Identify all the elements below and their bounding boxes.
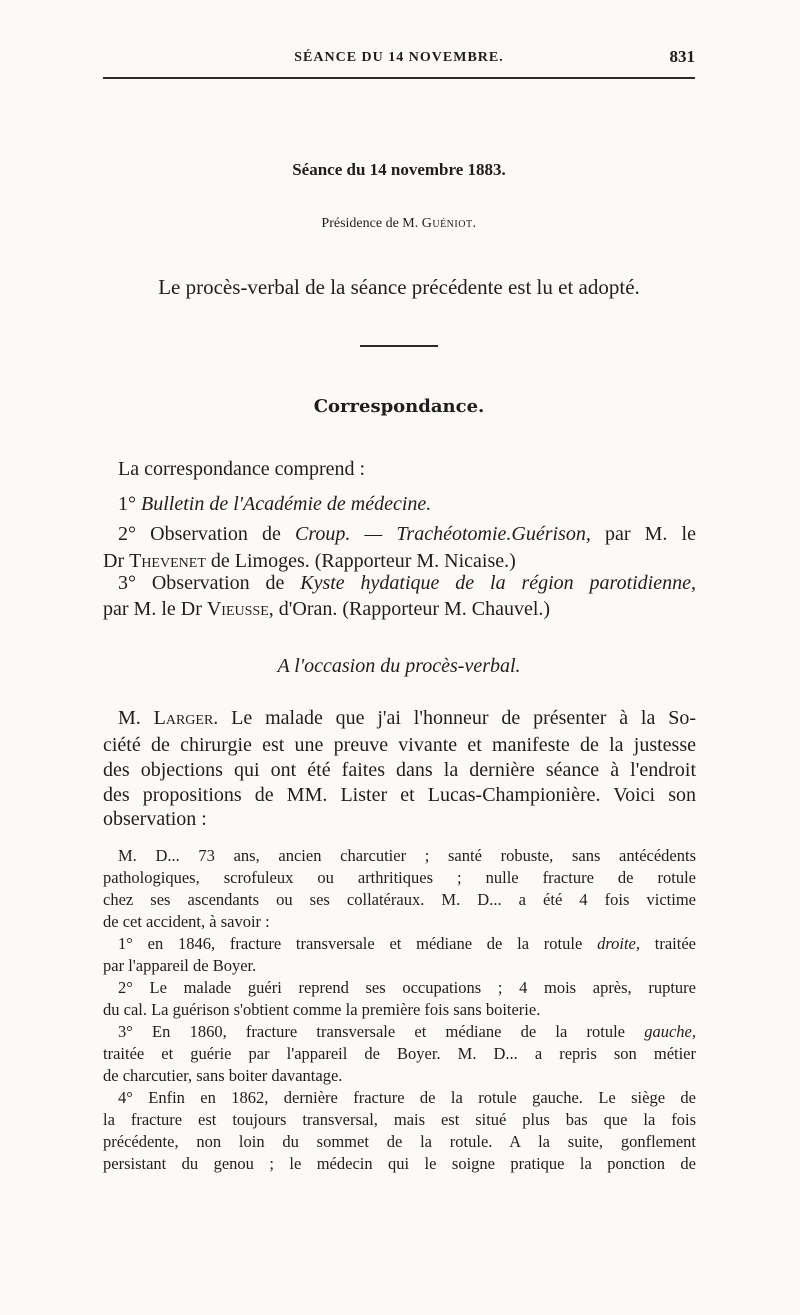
president-name: Guéniot. bbox=[421, 216, 477, 231]
item-text: par M. le Dr bbox=[103, 598, 207, 620]
session-title: Séance du 14 novembre 1883. bbox=[292, 160, 506, 179]
item-text: , d'Oran. (Rapporteur M. Chauvel.) bbox=[268, 598, 551, 620]
author-name: Thevenet bbox=[129, 550, 206, 572]
section-divider bbox=[360, 345, 438, 347]
proces-verbal-statement: Le procès-verbal de la séance précédente est lu et adopté. bbox=[158, 275, 640, 299]
observation-line-3: chez ses ascendants ou ses collatéraux. M. D... a été 4 fois victime bbox=[103, 890, 696, 909]
speech-text: des propositions de MM. Lister et Lucas-Championière. Voici son bbox=[103, 784, 696, 806]
larger-line-4 bbox=[103, 784, 696, 807]
running-header bbox=[103, 47, 695, 70]
correspondance-item-3-cont bbox=[103, 598, 550, 621]
speech-text: . Le malade que j'ai l'honneur de présenter à la So- bbox=[213, 707, 696, 729]
larger-line-3 bbox=[103, 759, 696, 782]
item-number: 1° bbox=[118, 493, 141, 515]
author-name: Vieusse bbox=[206, 598, 269, 620]
presidence-line bbox=[103, 216, 695, 232]
item-number: 2° Observation de bbox=[118, 523, 295, 545]
presidence-prefix: Présidence de M. bbox=[321, 216, 419, 231]
header-rule bbox=[103, 77, 695, 79]
correspondance-intro: La correspondance comprend : bbox=[118, 458, 366, 480]
observation-p4-line-2: la fracture est toujours transversal, mais est situé plus bas que la fois bbox=[103, 1110, 696, 1129]
item-title: Bulletin de l'Académie de médecine. bbox=[141, 493, 432, 515]
speech-text: des objections qui ont été faites dans la dernière séance à l'endroit bbox=[103, 759, 696, 781]
observation-p1-line-2: par l'appareil de Boyer. bbox=[103, 956, 257, 975]
observation-p3-line-1: 3° En 1860, fracture transversale et médiane de la rotule gauche, bbox=[118, 1022, 696, 1041]
page-number: 831 bbox=[669, 47, 695, 66]
correspondance-item-2 bbox=[118, 523, 696, 546]
speaker-name: Larger bbox=[153, 707, 214, 729]
item-title: Croup. — Trachéotomie.Guérison, bbox=[295, 523, 591, 545]
item-title: Kyste hydatique de la région parotidienne, bbox=[300, 572, 696, 594]
correspondance-item-1 bbox=[118, 493, 431, 516]
item-number: 3° Observation de bbox=[118, 572, 301, 594]
observation-p3-line-3: de charcutier, sans boiter davantage. bbox=[103, 1066, 343, 1085]
emphasis: gauche, bbox=[644, 1022, 696, 1041]
speech-text: ciété de chirurgie est une preuve vivante et manifeste de la justesse bbox=[103, 734, 696, 756]
larger-line-5: observation : bbox=[103, 808, 207, 830]
observation-p4-line-3: précédente, non loin du sommet de la rotule. A la suite, gonflement bbox=[103, 1132, 696, 1151]
observation-line-4: de cet accident, à savoir : bbox=[103, 912, 270, 931]
item-text: Dr bbox=[103, 550, 130, 572]
running-title: SÉANCE DU 14 NOVEMBRE. bbox=[294, 50, 504, 65]
observation-p1-line-1: 1° en 1846, fracture transversale et médiane de la rotule droite, traitée bbox=[118, 934, 697, 953]
correspondance-item-2-cont bbox=[103, 550, 516, 573]
emphasis: droite, bbox=[597, 934, 641, 953]
item-text: par M. le bbox=[590, 523, 696, 545]
larger-line-1 bbox=[118, 707, 696, 730]
observation-p4-line-4: persistant du genou ; le médecin qui le soigne pratique la ponction de bbox=[103, 1154, 696, 1173]
observation-p3-line-2: traitée et guérie par l'appareil de Boyer. M. D... a repris son métier bbox=[103, 1044, 696, 1063]
correspondance-item-3 bbox=[118, 572, 696, 595]
observation-line-1: M. D... 73 ans, ancien charcutier ; santé robuste, sans antécédents bbox=[118, 846, 696, 865]
observation-p4-line-1: 4° Enfin en 1862, dernière fracture de la rotule gauche. Le siège de bbox=[118, 1088, 696, 1107]
larger-line-2 bbox=[103, 734, 696, 757]
observation-p2-line-1: 2° Le malade guéri reprend ses occupations ; 4 mois après, rupture bbox=[118, 978, 696, 997]
correspondance-heading: Correspondance. bbox=[313, 396, 485, 417]
observation-p2-line-2: du cal. La guérison s'obtient comme la première fois sans boiterie. bbox=[103, 1000, 541, 1019]
observation-line-2: pathologiques, scrofuleux ou arthritiques ; nulle fracture de rotule bbox=[103, 868, 696, 887]
proces-verbal-heading: A l'occasion du procès-verbal. bbox=[277, 655, 521, 677]
item-text: de Limoges. (Rapporteur M. Nicaise.) bbox=[205, 550, 516, 572]
speaker-prefix: M. bbox=[118, 707, 154, 729]
